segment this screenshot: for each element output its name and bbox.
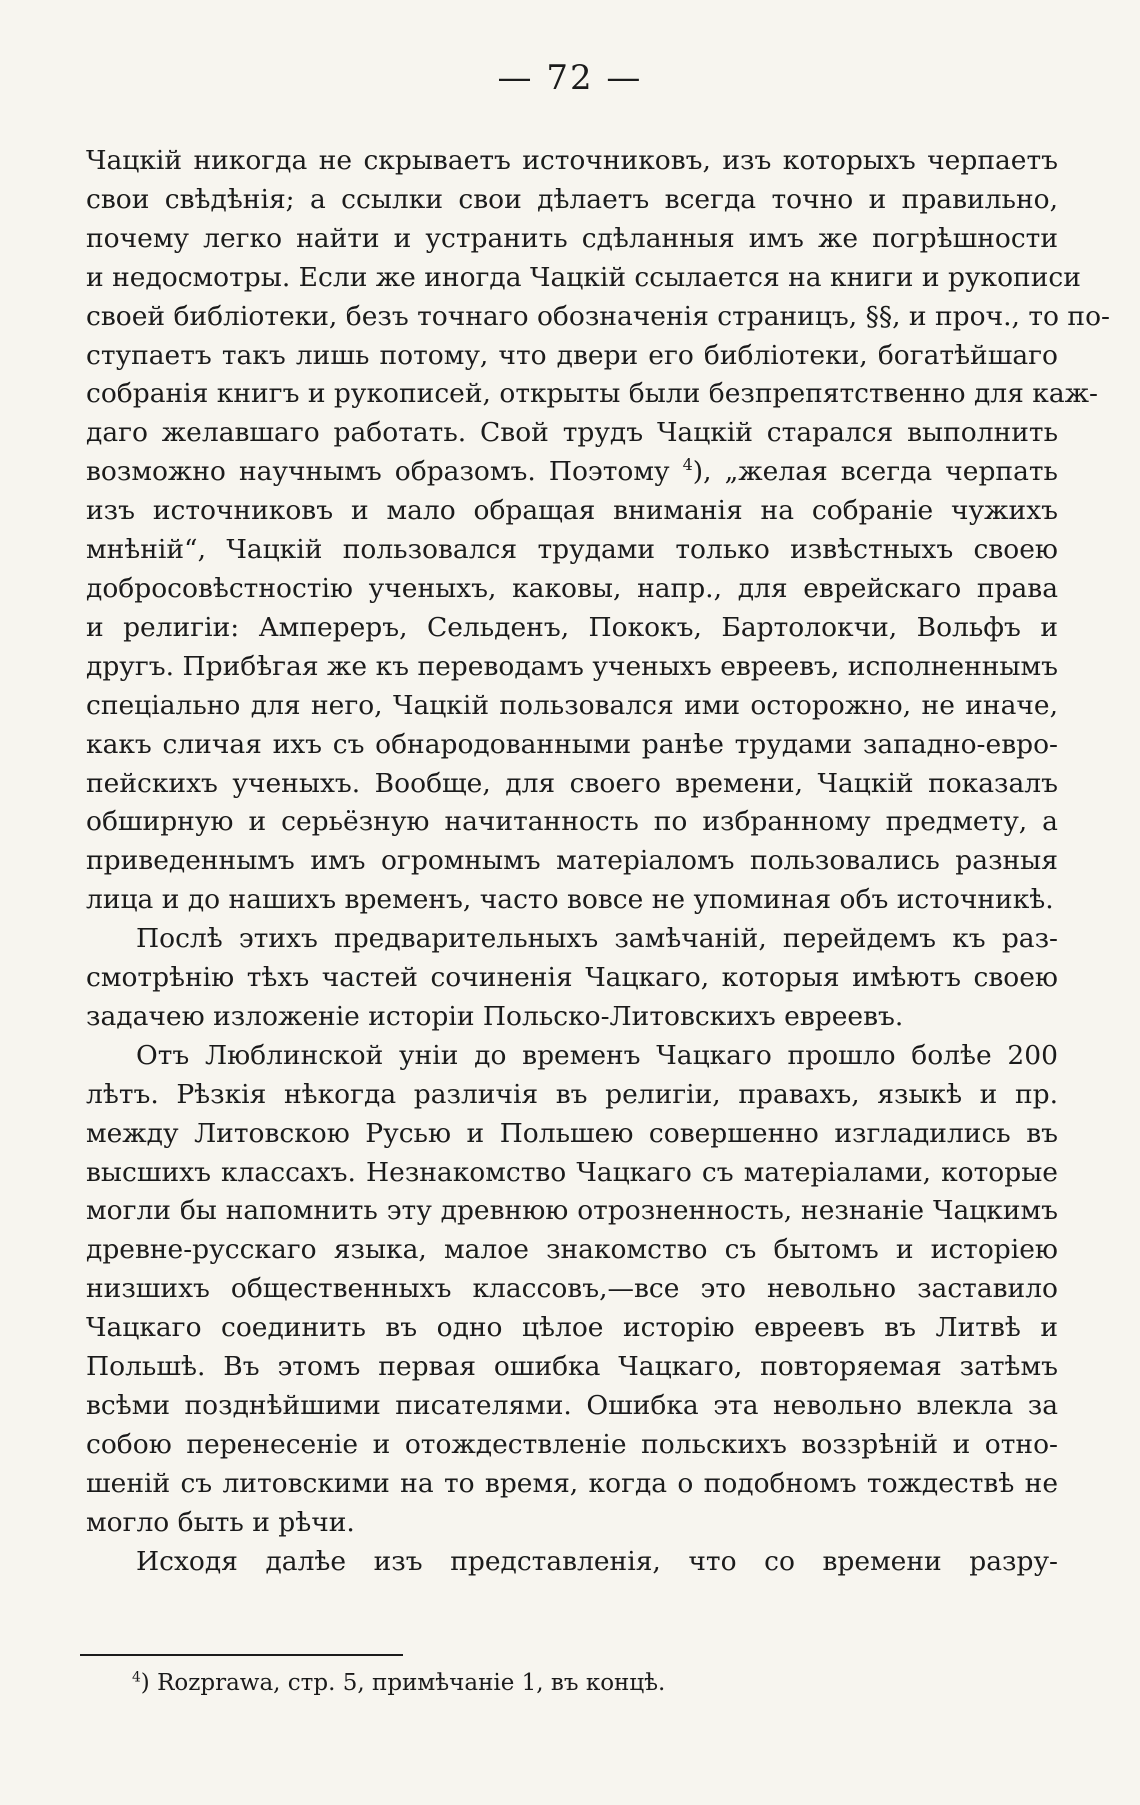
text-line: свои свѣдѣнія; а ссылки свои дѣлаетъ всегда точно и правильно, — [86, 183, 1058, 215]
text-line-end: ), „желая всегда черпать — [692, 456, 1058, 488]
text-line: древне-русскаго языка, малое знакомство съ бытомъ и исторіею — [86, 1234, 1058, 1266]
text-line: спеціально для него, Чацкій пользовался ими осторожно, не иначе, — [86, 689, 1058, 721]
text-line: Чацкаго соединить въ одно цѣлое исторію евреевъ въ Литвѣ и — [86, 1312, 1058, 1344]
text-line: лѣтъ. Рѣзкія нѣкогда различія въ религіи, правахъ, языкѣ и пр. — [86, 1078, 1058, 1110]
text-line: приведеннымъ имъ огромнымъ матеріаломъ пользовались разныя — [86, 845, 1058, 877]
text-line-start: возможно научнымъ образомъ. Поэтому — [86, 456, 670, 488]
text-line: своей библіотеки, безъ точнаго обозначенія страницъ, §§, и проч., то по- — [86, 300, 1110, 332]
text-line: мнѣній“, Чацкій пользовался трудами только извѣстныхъ своею — [86, 534, 1058, 566]
footnote-reference: 4 — [682, 455, 693, 475]
text-line: пейскихъ ученыхъ. Вообще, для своего времени, Чацкій показалъ — [86, 767, 1058, 799]
text-line: какъ сличая ихъ съ обнародованными ранѣе трудами западно-евро- — [86, 728, 1058, 760]
text-line: обширную и серьёзную начитанность по избранному предмету, а — [86, 806, 1058, 838]
footnote-text: ) Rozprawa, стр. 5, примѣчаніе 1, въ концѣ. — [140, 1670, 666, 1696]
text-line: высшихъ классахъ. Незнакомство Чацкаго съ матеріалами, которые — [86, 1156, 1058, 1188]
text-line: смотрѣнію тѣхъ частей сочиненія Чацкаго, которыя имѣютъ своею — [86, 962, 1058, 994]
footnote-divider — [80, 1654, 403, 1656]
text-line: и религіи: Ампереръ, Сельденъ, Пококъ, Бартолокчи, Вольфъ и — [86, 611, 1058, 643]
text-line: собою перенесеніе и отождествленіе польскихъ воззрѣній и отно- — [86, 1428, 1058, 1460]
text-line: лица и до нашихъ временъ, часто вовсе не упоминая объ источникѣ. — [86, 884, 1054, 916]
text-line: и недосмотры. Если же иногда Чацкій ссылается на книги и рукописи — [86, 261, 1081, 293]
text-line: изъ источниковъ и мало обращая вниманія на собраніе чужихъ — [86, 495, 1058, 527]
text-line: всѣми позднѣйшими писателями. Ошибка эта невольно влекла за — [86, 1390, 1058, 1421]
text-line: Чацкій никогда не скрываетъ источниковъ, изъ которыхъ черпаетъ — [86, 145, 1058, 176]
text-line: ступаетъ такъ лишь потому, что двери его библіотеки, богатѣйшаго — [86, 339, 1058, 371]
text-line: собранія книгъ и рукописей, открыты были безпрепятственно для каж- — [86, 378, 1098, 410]
body-text — [86, 142, 1110, 1582]
text-line: Исходя далѣе изъ представленія, что со времени разру- — [136, 1545, 1058, 1577]
text-line: Отъ Люблинской уніи до временъ Чацкаго прошло болѣе 200 — [136, 1039, 1058, 1071]
text-line: Польшѣ. Въ этомъ первая ошибка Чацкаго, повторяемая затѣмъ — [86, 1351, 1058, 1383]
text-line: шеній съ литовскими на то время, когда о подобномъ тождествѣ не — [86, 1467, 1058, 1499]
text-line: Послѣ этихъ предварительныхъ замѣчаній, перейдемъ къ раз- — [136, 923, 1058, 955]
text-line: могли бы напомнить эту древнюю отрозненность, незнаніе Чацкимъ — [86, 1195, 1058, 1227]
text-line: добросовѣстностію ученыхъ, каковы, напр., для еврейскаго права — [86, 572, 1058, 604]
footnote — [132, 1670, 665, 1696]
text-line: почему легко найти и устранить сдѣланныя имъ же погрѣшности — [86, 222, 1058, 254]
text-line: задачею изложеніе исторіи Польско-Литовскихъ евреевъ. — [86, 1000, 904, 1032]
page-number: — 72 — — [497, 58, 643, 98]
text-line: другъ. Прибѣгая же къ переводамъ ученыхъ евреевъ, исполненнымъ — [86, 650, 1058, 682]
text-line: низшихъ общественныхъ классовъ,—все это невольно заставило — [86, 1273, 1058, 1305]
text-line: даго желавшаго работать. Свой трудъ Чацкій старался выполнить — [86, 417, 1058, 449]
footnote-marker: 4 — [132, 1669, 141, 1686]
text-line: между Литовскою Русью и Польшею совершенно изгладились въ — [86, 1117, 1058, 1149]
text-line-with-footnote-ref — [86, 453, 1058, 492]
text-line: могло быть и рѣчи. — [86, 1506, 355, 1538]
